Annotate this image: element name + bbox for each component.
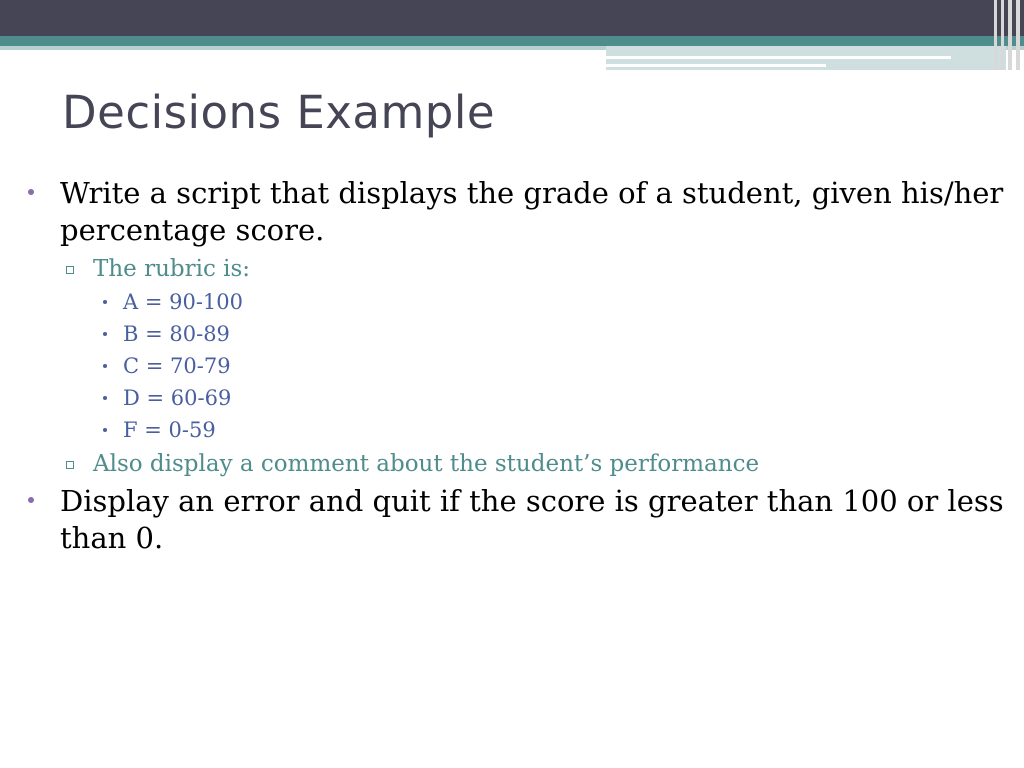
- list-bullet-icon: [103, 364, 107, 368]
- bullet-icon: [28, 497, 38, 507]
- bullet-icon: [28, 189, 38, 199]
- sub-bullet-text: Also display a comment about the student’s performance: [93, 451, 760, 477]
- rubric-item: B = 80-89: [123, 322, 230, 346]
- sub-bullet-text: The rubric is:: [93, 256, 251, 282]
- header-stripe: [994, 0, 997, 70]
- bullet-text: Write a script that displays the grade of a student, given his/her percentage score.: [60, 176, 1004, 247]
- header-stripe: [1016, 0, 1020, 70]
- header-band-teal: [0, 36, 1024, 46]
- sub-bullet-icon: [66, 266, 74, 274]
- list-bullet-icon: [103, 428, 107, 432]
- rubric-item: F = 0-59: [123, 418, 216, 442]
- rubric-item: D = 60-69: [123, 386, 232, 410]
- header-accent-line-short: [606, 64, 826, 67]
- rubric-item: C = 70-79: [123, 354, 231, 378]
- sub-bullet-icon: [66, 461, 74, 469]
- list-bullet-icon: [103, 396, 107, 400]
- slide-title: Decisions Example: [62, 86, 496, 139]
- header-stripe: [1001, 0, 1004, 70]
- rubric-item: A = 90-100: [123, 290, 244, 314]
- header-accent-line: [606, 56, 951, 59]
- bullet-text: Display an error and quit if the score is greater than 100 or less than 0.: [60, 484, 1004, 555]
- header-stripe: [1008, 0, 1012, 70]
- header-band-dark: [0, 0, 1024, 36]
- list-bullet-icon: [103, 300, 107, 304]
- list-bullet-icon: [103, 332, 107, 336]
